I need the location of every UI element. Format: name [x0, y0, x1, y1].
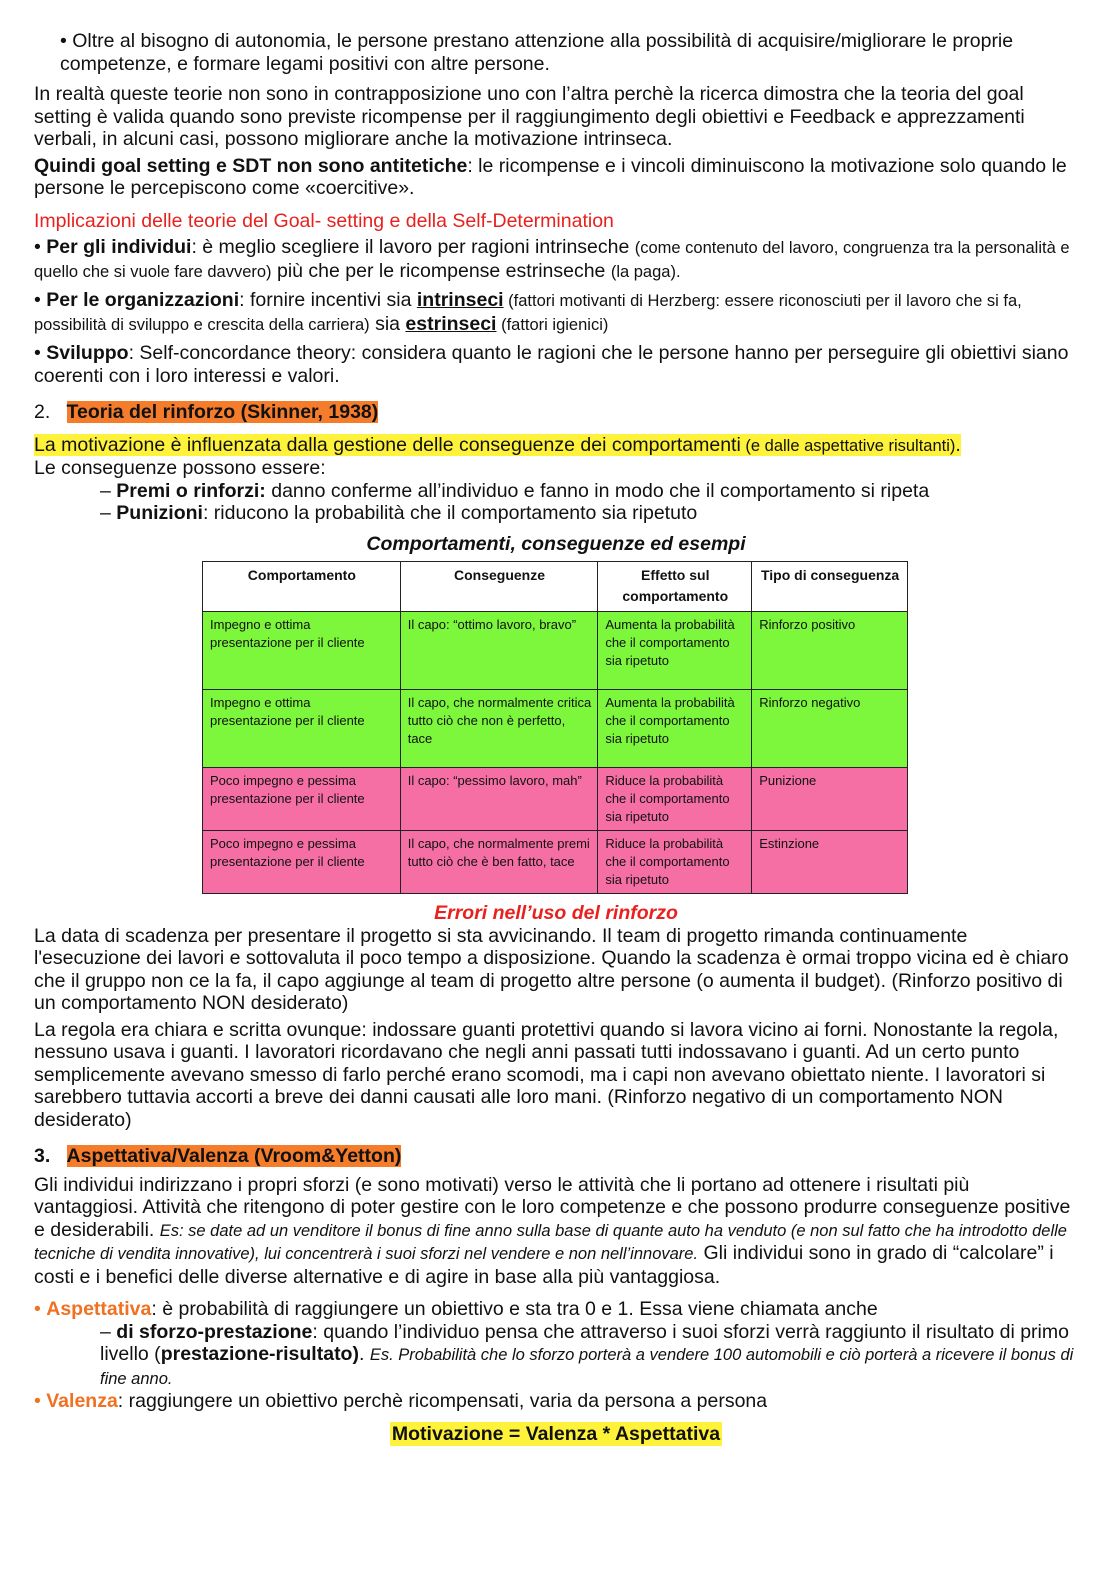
- dash-icon: –: [100, 1320, 111, 1343]
- table-cell: Aumenta la probabilità che il comportamento sia ripetuto: [598, 690, 752, 768]
- definition-text: La motivazione è influenzata dalla gestione delle conseguenze dei comportamenti: [34, 433, 741, 456]
- table-cell: Rinforzo positivo: [752, 612, 908, 690]
- bullet-icon: •: [34, 1298, 41, 1320]
- errors-example-2: La regola era chiara e scritta ovunque: indossare guanti protettivi quando si lavora vicino ai forni. Nonostante la regola, nessuno usava i guanti. I lavoratori ricordavano che negli anni passati tutti indossavano i guanti. Ad un certo punto semplicemente avevano smesso di farlo perché erano scomodi, ma i capi non avevano obiettato niente. I lavoratori si sarebbero tuttavia accorti a breve dei danni causati alle loro mani. (Rinforzo negativo di un comportamento NON desiderato): [34, 1018, 1059, 1131]
- consequence-item-rewards: [100, 480, 1078, 503]
- conclusion-bold: Quindi goal setting e SDT non sono antitetiche: [34, 154, 468, 177]
- table-cell: Il capo: “pessimo lavoro, mah”: [400, 768, 598, 831]
- performance-outcome-label: prestazione-risultato): [160, 1343, 359, 1365]
- table-cell: Poco impegno e pessima presentazione per il cliente: [203, 768, 401, 831]
- header-cell: Comportamento: [203, 562, 401, 612]
- table-cell: Il capo, che normalmente critica tutto ciò che non è perfetto, tace: [400, 690, 598, 768]
- motivation-formula: [34, 1423, 1078, 1446]
- valence-label: Valenza: [46, 1390, 118, 1412]
- effort-performance-label: di sforzo-prestazione: [116, 1320, 313, 1343]
- expectancy-text-end: Gli individui sono in grado di “calcolare” i costi e i benefici delle diverse alternative e di agire in base alla più vantaggiosa.: [34, 1242, 1054, 1288]
- reinforcement-definition: [34, 434, 1078, 458]
- table-cell: Rinforzo negativo: [752, 690, 908, 768]
- bullet-icon: •: [34, 289, 41, 311]
- table-cell: Aumenta la probabilità che il comportamento sia ripetuto: [598, 612, 752, 690]
- errors-heading: Errori nell’uso del rinforzo: [434, 902, 678, 924]
- formula-text: Motivazione = Valenza * Aspettativa: [391, 1422, 721, 1445]
- expectancy-example: Es: se date ad un venditore il bonus di fine anno sulla base di quante auto ha venduto (e non sul fatto che ha introdotto delle tecniche di vendita innovative), lui concentrerà i suoi sforzi nel vendere e non nell’innovare.: [34, 1221, 1067, 1263]
- consequences-intro: Le conseguenze possono essere:: [34, 457, 326, 479]
- table-cell: Punizione: [752, 768, 908, 831]
- valence-bullet: [34, 1390, 1078, 1413]
- expectancy-paragraph: [34, 1174, 1078, 1289]
- conclusion-text: : le ricompense e i vincoli diminuiscono la motivazione solo quando le persone le percepiscono come «coercitive».: [34, 154, 1067, 199]
- section-2-title: Teoria del rinforzo (Skinner, 1938): [66, 401, 379, 423]
- rewards-label: Premi o rinforzi:: [116, 479, 266, 502]
- section-3-number: 3.: [34, 1145, 51, 1167]
- bullet-icon: •: [34, 236, 41, 258]
- organizations-note: (fattori motivanti di Herzberg: essere riconosciuti per il lavoro che si fa, possibilità di sviluppo e crescita della carriera): [34, 292, 1022, 334]
- bullet-icon: •: [34, 342, 41, 364]
- section-3-title: Aspettativa/Valenza (Vroom&Yetton): [66, 1145, 402, 1167]
- punishments-label: Punizioni: [116, 502, 203, 524]
- definition-end: .: [955, 433, 961, 456]
- effort-performance-text: : quando l’individuo pensa che attraverso i suoi sforzi verrà raggiunto il risultato di primo livello (: [100, 1320, 1069, 1365]
- expectancy-bullet: [34, 1298, 1078, 1321]
- individuals-text-2: più che per le ricompense estrinseche: [271, 259, 611, 282]
- implication-individuals: [34, 236, 1078, 283]
- table-row: [203, 612, 908, 690]
- rewards-text: danno conferme all’individuo e fanno in modo che il comportamento si ripeta: [265, 479, 930, 502]
- dash-icon: –: [100, 479, 111, 502]
- section-2-heading: [34, 401, 1078, 424]
- behaviours-table: [202, 561, 908, 894]
- dash-icon: –: [100, 502, 111, 524]
- table-cell: Poco impegno e pessima presentazione per il cliente: [203, 831, 401, 894]
- individuals-note: (come contenuto del lavoro, congruenza tra la personalità e quello che si vuole fare davvero): [34, 239, 1070, 281]
- header-cell: Tipo di conseguenza: [752, 562, 908, 612]
- header-cell: Conseguenze: [400, 562, 598, 612]
- organizations-text: : fornire incentivi sia: [239, 289, 417, 311]
- valence-definition: : raggiungere un obiettivo perchè ricompensati, varia da persona a persona: [117, 1390, 768, 1412]
- expectancy-label: Aspettativa: [46, 1298, 152, 1320]
- punishments-text: : riducono la probabilità che il comportamento sia ripetuto: [202, 502, 698, 524]
- table-caption: Comportamenti, conseguenze ed esempi: [366, 532, 746, 555]
- definition-note: (e dalle aspettative risultanti): [740, 436, 956, 455]
- intro-paragraph: In realtà queste teorie non sono in contrapposizione uno con l’altra perchè la ricerca dimostra che la teoria del goal setting è valida quando sono previste ricompense per il raggiungimento degli obiettivi e Feedback e apprezzamenti verbali, in alcuni casi, possono migliorare anche la motivazione intrinseca.: [34, 83, 1025, 150]
- effort-performance-example: Es. Probabilità che lo sforzo porterà a vendere 100 automobili e ciò porterà a ricevere il bonus di fine anno.: [100, 1346, 1074, 1388]
- intrinsic-term: intrinseci: [416, 289, 504, 311]
- individuals-label: Per gli individui: [46, 236, 192, 258]
- effort-performance-item: [100, 1321, 1078, 1391]
- bullet-icon: •: [34, 1390, 41, 1412]
- table-row: [203, 831, 908, 894]
- table-cell: Riduce la probabilità che il comportamento sia ripetuto: [598, 768, 752, 831]
- development-text: : Self-concordance theory: considera quanto le ragioni che le persone hanno per perseguire gli obiettivi siano coerenti con i loro interessi e valori.: [34, 342, 1069, 387]
- implications-heading: Implicazioni delle teorie del Goal- setting e della Self-Determination: [34, 209, 614, 232]
- effort-performance-text-2: .: [358, 1343, 370, 1365]
- table-cell: Estinzione: [752, 831, 908, 894]
- individuals-note-2: (la paga).: [610, 262, 681, 281]
- individuals-text: : è meglio scegliere il lavoro per ragioni intrinseche: [191, 236, 635, 258]
- definition-highlight: [34, 434, 961, 456]
- section-2-number: 2.: [34, 401, 51, 423]
- errors-example-1: La data di scadenza per presentare il progetto si sta avvicinando. Il team di progetto rimanda continuamente l'esecuzione dei lavori e sottovaluta il poco tempo a disposizione. Quando la scadenza è ormai troppo vicina ed è chiaro che il gruppo non ce la fa, il capo aggiunge al team di progetto altre persone (o aumenta il budget). (Rinforzo positivo di un comportamento NON desiderato): [34, 924, 1069, 1014]
- table-row: [203, 768, 908, 831]
- organizations-note-2: (fattori igienici): [496, 315, 609, 334]
- table-cell: Impegno e ottima presentazione per il cliente: [203, 612, 401, 690]
- organizations-text-2: sia: [369, 312, 406, 335]
- extrinsic-term: estrinseci: [405, 312, 497, 335]
- table-cell: Il capo, che normalmente premi tutto ciò che è ben fatto, tace: [400, 831, 598, 894]
- table-row: [203, 690, 908, 768]
- table-cell: Il capo: “ottimo lavoro, bravo”: [400, 612, 598, 690]
- organizations-label: Per le organizzazioni: [46, 289, 240, 311]
- expectancy-definition: : è probabilità di raggiungere un obiettivo e sta tra 0 e 1. Essa viene chiamata anche: [151, 1298, 878, 1320]
- table-cell: Riduce la probabilità che il comportamento sia ripetuto: [598, 831, 752, 894]
- consequence-item-punishments: [100, 502, 1078, 525]
- implication-organizations: [34, 289, 1078, 336]
- table-header-row: [203, 562, 908, 612]
- expectancy-text: Gli individui indirizzano i propri sforzi (e sono motivati) verso le attività che li portano ad ottenere i risultati più vantaggiosi. Attività che ritengono di poter gestire con le loro competenze e che possono produrre conseguenze positive e desiderabili.: [34, 1173, 1071, 1241]
- header-cell: Effetto sul comportamento: [598, 562, 752, 612]
- section-3-heading: [34, 1145, 1078, 1168]
- conclusion-paragraph: [34, 155, 1078, 200]
- intro-bullet: • Oltre al bisogno di autonomia, le persone prestano attenzione alla possibilità di acquisire/migliorare le proprie competenze, e formare legami positivi con altre persone.: [60, 30, 1014, 75]
- development-label: Sviluppo: [46, 342, 129, 364]
- table-cell: Impegno e ottima presentazione per il cliente: [203, 690, 401, 768]
- implication-development: [34, 342, 1078, 387]
